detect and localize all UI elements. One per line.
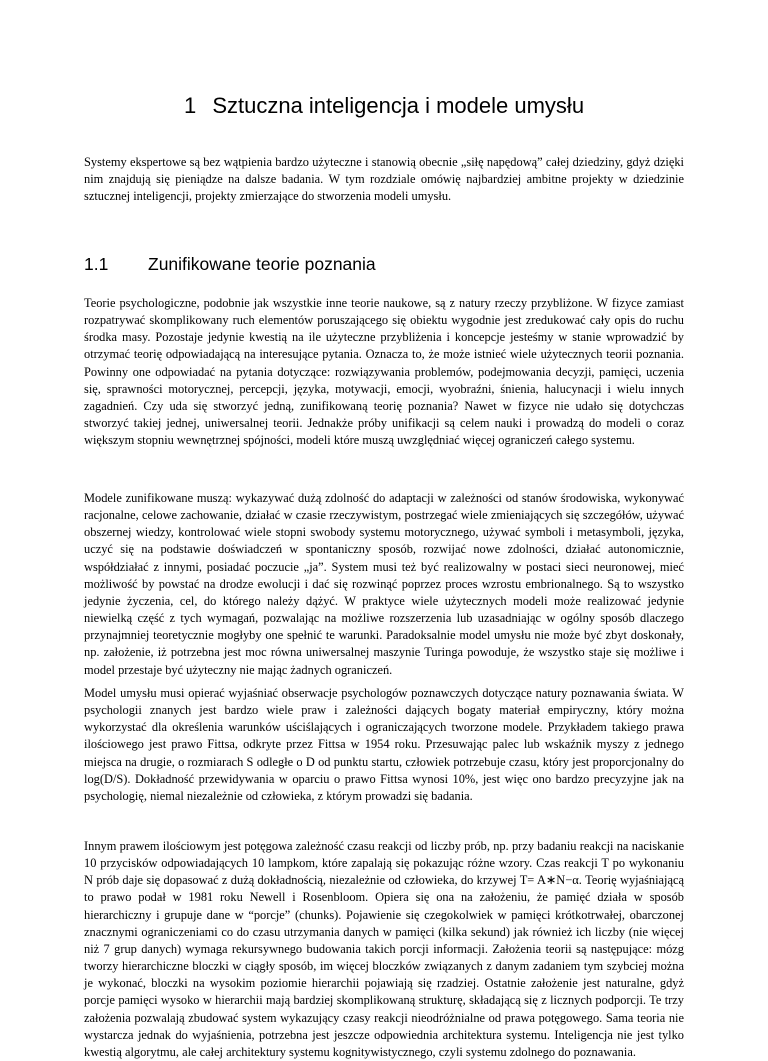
body-paragraph: Innym prawem ilościowym jest potęgowa zależność czasu reakcji od liczby prób, np. przy badaniu reakcji na naciskanie 10 przycisków odpowiadających 10 lampkom, które zapalają się pokazując różne wzory. Czas reakcji T po wykonaniu N prób daje się dopasować z dużą dokładnością, niezależnie od człowieka, do krzywej T= A∗N−α. Teorię wyjaśniającą to prawo podał w 1981 roku Newell i Rosenbloom. Opiera się ona na założeniu, że pamięć działa w sposób hierarchiczny i grupuje dane w “porcje” (chunks). Pojawienie się czegokolwiek w pamięci krótkotrwałej, obarczonej znacznymi ograniczeniami co do czasu utrzymania danych w pamięci (kilka sekund) jak również ich liczby (nie więcej niż 7 grup danych) wymaga rekursywnego budowania takich porcji informacji. Założenia teorii są następujące: mózg tworzy hierarchiczne bloczki w ciągły sposób, im więcej bloczków związanych z danym zadaniem tym szybciej można je wykonać, bloczki na wysokim poziomie hierarchii pojawiają się rzadziej. Ostatnie założenie jest naturalne, gdyż porcje pamięci wysoko w hierarchii mają bardziej skomplikowaną strukturę, składającą się z licznych podporcji. Te trzy założenia pozwalają zbudować system wykazujący czasy reakcji nieodróżnialne od prawa potęgowego. Sama teoria nie wystarcza jednak do wyjaśnienia, potrzebna jest jeszcze odpowiednia architektura systemu. Inteligencja nie jest tylko kwestią algorytmu, ale całej architektury systemu kognitywistycznego, czyli systemu zdolnego do poznawania.: [84, 839, 684, 1059]
chapter-title-text: Sztuczna inteligencja i modele umysłu: [212, 93, 585, 118]
chapter-number: 1: [183, 93, 197, 118]
section-title-text: Zunifikowane teorie poznania: [148, 254, 376, 274]
chapter-title: [0, 93, 768, 119]
body-paragraph: Teorie psychologiczne, podobnie jak wszystkie inne teorie naukowe, są z natury rzeczy przybliżone. W fizyce zamiast rozpatrywać skomplikowany ruch elementów poruszającego się obiektu wygodnie jest zredukować cały opis do ruchu środka masy. Pozostaje jedynie kwestią na ile użyteczne przybliżenia i koncepcje jesteśmy w stanie wprowadzić by otrzymać teorię odpowiadającą na interesujące pytania. Oznacza to, że może istnieć wiele użytecznych teorii poznania. Powinny one odpowiadać na pytania dotyczące: rozwiązywania problemów, podejmowania decyzji, pamięci, uczenia się, sprawności motorycznej, percepcji, języka, motywacji, emocji, wyobraźni, śnienia, halucynacji i wielu innych zagadnień. Czy uda się stworzyć jedną, zunifikowaną teorię poznania? Nawet w fizyce nie udało się dotychczas stworzyć takiej jednej, uniwersalnej teorii. Jednakże próby unifikacji są celem nauki i prowadzą do modeli o coraz większym stopniu wewnętrznej spójności, modeli które muszą uwzględniać więcej ograniczeń całego systemu.: [84, 296, 684, 448]
intro-paragraph: Systemy ekspertowe są bez wątpienia bardzo użyteczne i stanowią obecnie „siłę napędową” całej dziedziny, gdyż dzięki nim znajdują się pieniądze na dalsze badania. W tym rozdziale omówię najbardziej ambitne projekty w dziedzinie sztucznej inteligencji, projekty zmierzające do stworzenia modeli umysłu.: [84, 155, 684, 204]
section-number: 1.1: [84, 254, 109, 274]
body-paragraph: Modele zunifikowane muszą: wykazywać dużą zdolność do adaptacji w zależności od stanów środowiska, wykonywać racjonalne, celowe zachowanie, działać w czasie rzeczywistym, postrzegać wiele zmieniających się szczegółów, używać obszernej wiedzy, kontrolować wiele stopni swobody systemu motorycznego, używać symboli i metasymboli, języka, uczyć się na podstawie doświadczeń w spontaniczny sposób, rozwijać nowe zdolności, działać autonomicznie, współdziałać z innymi, posiadać poczucie „ja”. System musi też być realizowalny w postaci sieci neuronowej, mieć możliwość by powstać na drodze ewolucji i dać się rozwinąć poprzez proces wzrostu embrionalnego. Są to wszystko jedynie życzenia, cel, do którego należy dążyć. W praktyce wiele użytecznych modeli może realizować jedynie niewielką część z tych wymagań, pozwalając na możliwe rozszerzenia lub uzasadniając w ogólny sposób dlaczego przynajmniej teoretycznie mogłyby one spełnić te warunki. Paradoksalnie model umysłu nie może być zbyt doskonały, np. założenie, iż potrzebna jest moc równa uniwersalnej maszynie Turinga powoduje, że wszystko staje się możliwe i model przestaje być użyteczny nie mając żadnych ograniczeń.: [84, 491, 684, 677]
section-title: [84, 254, 376, 275]
body-paragraph: Model umysłu musi opierać wyjaśniać obserwacje psychologów poznawczych dotyczące natury poznawania świata. W psychologii znanych jest bardzo wiele praw i zależności dających bogaty materiał empiryczny, który można wykorzystać dla określenia warunków uściślających i ograniczających tworzone modele. Przykładem takiego prawa ilościowego jest prawo Fittsa, odkryte przez Fittsa w 1954 roku. Przesuwając palec lub wskaźnik myszy z jednego miejsca na drugie, o rozmiarach S odległe o D od punktu startu, człowiek potrzebuje czasu, który jest proporcjonalny do log(D/S). Dokładność przewidywania w oparciu o prawo Fittsa wynosi 10%, jest więc ono bardzo precyzyjne jak na psychologię, niemal niezależnie od człowieka, z którym prowadzi się badania.: [84, 686, 684, 803]
